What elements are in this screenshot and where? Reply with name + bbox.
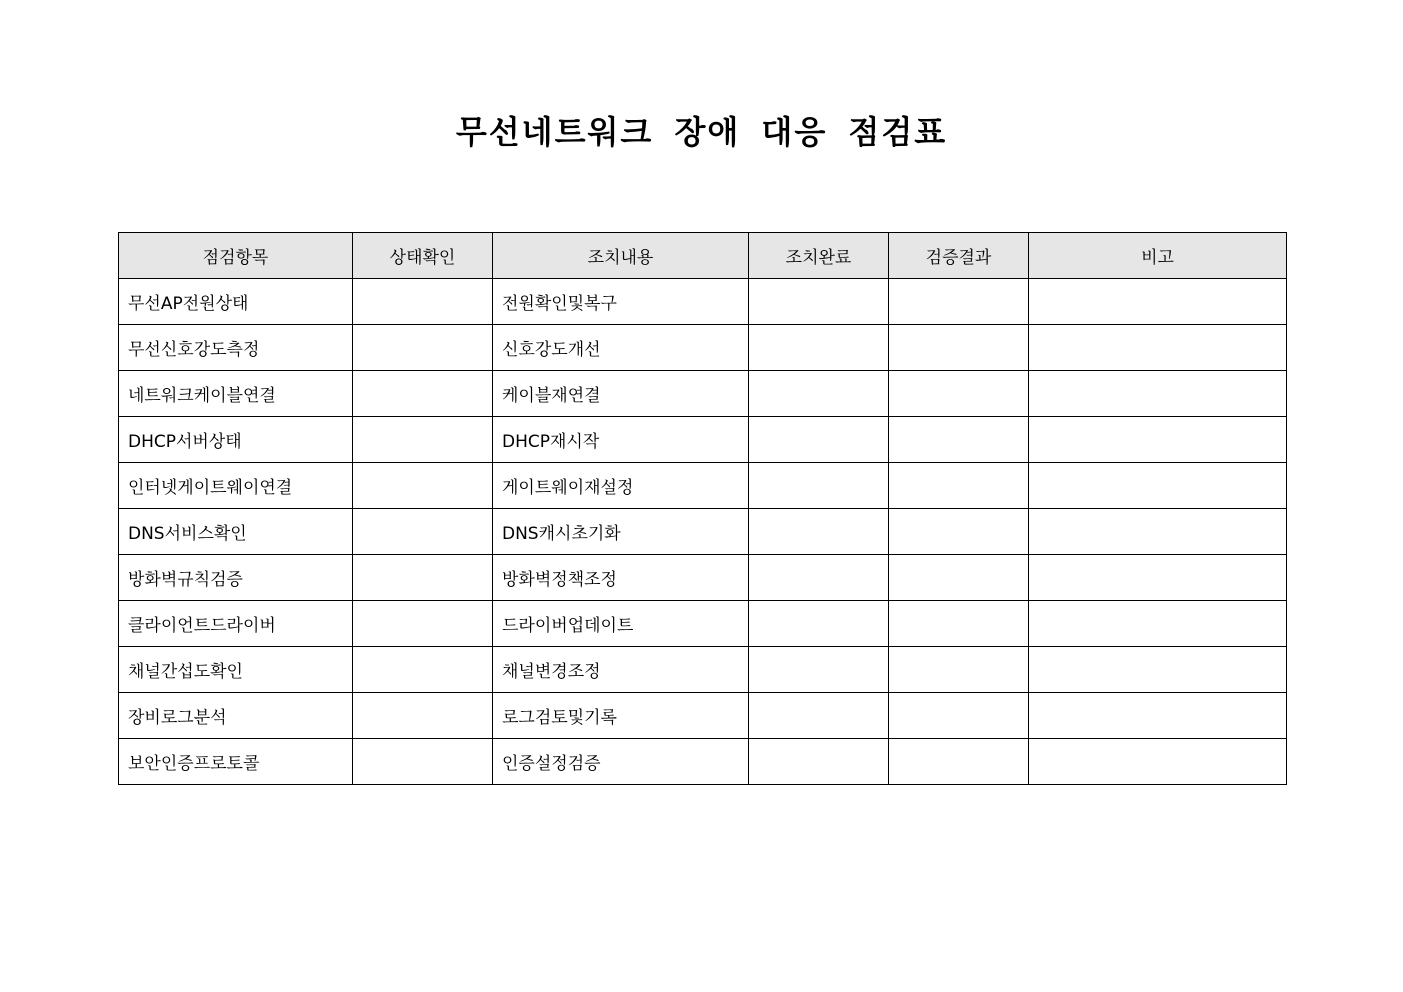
- inspection-item-cell: 장비로그분석: [119, 693, 353, 739]
- action-complete-cell: [749, 463, 889, 509]
- table-row: [119, 739, 1287, 785]
- action-content-cell: 게이트웨이재설정: [493, 463, 749, 509]
- inspection-item-cell: 무선신호강도측정: [119, 325, 353, 371]
- inspection-item-cell: 보안인증프로토콜: [119, 739, 353, 785]
- table-row: [119, 371, 1287, 417]
- status-check-cell: [353, 601, 493, 647]
- table-row: [119, 509, 1287, 555]
- action-content-cell: 전원확인및복구: [493, 279, 749, 325]
- verification-result-cell: [889, 555, 1029, 601]
- inspection-item-cell: 클라이언트드라이버: [119, 601, 353, 647]
- status-check-cell: [353, 417, 493, 463]
- action-complete-cell: [749, 739, 889, 785]
- inspection-item-cell: 방화벽규칙검증: [119, 555, 353, 601]
- remarks-cell: [1029, 325, 1287, 371]
- verification-result-cell: [889, 601, 1029, 647]
- action-complete-cell: [749, 693, 889, 739]
- action-complete-cell: [749, 325, 889, 371]
- verification-result-cell: [889, 647, 1029, 693]
- status-check-cell: [353, 463, 493, 509]
- action-content-cell: 인증설정검증: [493, 739, 749, 785]
- status-check-cell: [353, 325, 493, 371]
- action-complete-cell: [749, 279, 889, 325]
- remarks-cell: [1029, 693, 1287, 739]
- inspection-item-cell: 인터넷게이트웨이연결: [119, 463, 353, 509]
- table-row: [119, 693, 1287, 739]
- status-check-cell: [353, 693, 493, 739]
- action-complete-cell: [749, 601, 889, 647]
- table-header-row: [119, 233, 1287, 279]
- remarks-cell: [1029, 555, 1287, 601]
- remarks-cell: [1029, 601, 1287, 647]
- inspection-item-cell: 네트워크케이블연결: [119, 371, 353, 417]
- remarks-cell: [1029, 647, 1287, 693]
- remarks-cell: [1029, 463, 1287, 509]
- action-content-cell: DHCP재시작: [493, 417, 749, 463]
- action-content-cell: DNS캐시초기화: [493, 509, 749, 555]
- verification-result-cell: [889, 279, 1029, 325]
- inspection-item-cell: 채널간섭도확인: [119, 647, 353, 693]
- inspection-item-cell: DHCP서버상태: [119, 417, 353, 463]
- header-verification-result: 검증결과: [889, 233, 1029, 279]
- header-status-check: 상태확인: [353, 233, 493, 279]
- verification-result-cell: [889, 325, 1029, 371]
- verification-result-cell: [889, 463, 1029, 509]
- action-complete-cell: [749, 417, 889, 463]
- action-content-cell: 방화벽정책조정: [493, 555, 749, 601]
- status-check-cell: [353, 509, 493, 555]
- status-check-cell: [353, 555, 493, 601]
- action-content-cell: 케이블재연결: [493, 371, 749, 417]
- document-title: 무선네트워크 장애 대응 점검표: [455, 113, 948, 151]
- header-remarks: 비고: [1029, 233, 1287, 279]
- table-row: [119, 417, 1287, 463]
- remarks-cell: [1029, 417, 1287, 463]
- inspection-item-cell: 무선AP전원상태: [119, 279, 353, 325]
- verification-result-cell: [889, 417, 1029, 463]
- status-check-cell: [353, 647, 493, 693]
- action-complete-cell: [749, 647, 889, 693]
- remarks-cell: [1029, 739, 1287, 785]
- table-row: [119, 647, 1287, 693]
- action-content-cell: 로그검토및기록: [493, 693, 749, 739]
- verification-result-cell: [889, 509, 1029, 555]
- action-content-cell: 신호강도개선: [493, 325, 749, 371]
- action-content-cell: 드라이버업데이트: [493, 601, 749, 647]
- verification-result-cell: [889, 371, 1029, 417]
- table-row: [119, 279, 1287, 325]
- header-action-content: 조치내용: [493, 233, 749, 279]
- inspection-item-cell: DNS서비스확인: [119, 509, 353, 555]
- action-complete-cell: [749, 371, 889, 417]
- status-check-cell: [353, 739, 493, 785]
- table-row: [119, 601, 1287, 647]
- action-complete-cell: [749, 555, 889, 601]
- remarks-cell: [1029, 371, 1287, 417]
- table-row: [119, 325, 1287, 371]
- action-content-cell: 채널변경조정: [493, 647, 749, 693]
- verification-result-cell: [889, 693, 1029, 739]
- header-action-complete: 조치완료: [749, 233, 889, 279]
- table-row: [119, 555, 1287, 601]
- action-complete-cell: [749, 509, 889, 555]
- header-inspection-item: 점검항목: [119, 233, 353, 279]
- status-check-cell: [353, 371, 493, 417]
- inspection-table: [118, 232, 1287, 785]
- verification-result-cell: [889, 739, 1029, 785]
- status-check-cell: [353, 279, 493, 325]
- remarks-cell: [1029, 279, 1287, 325]
- table-row: [119, 463, 1287, 509]
- remarks-cell: [1029, 509, 1287, 555]
